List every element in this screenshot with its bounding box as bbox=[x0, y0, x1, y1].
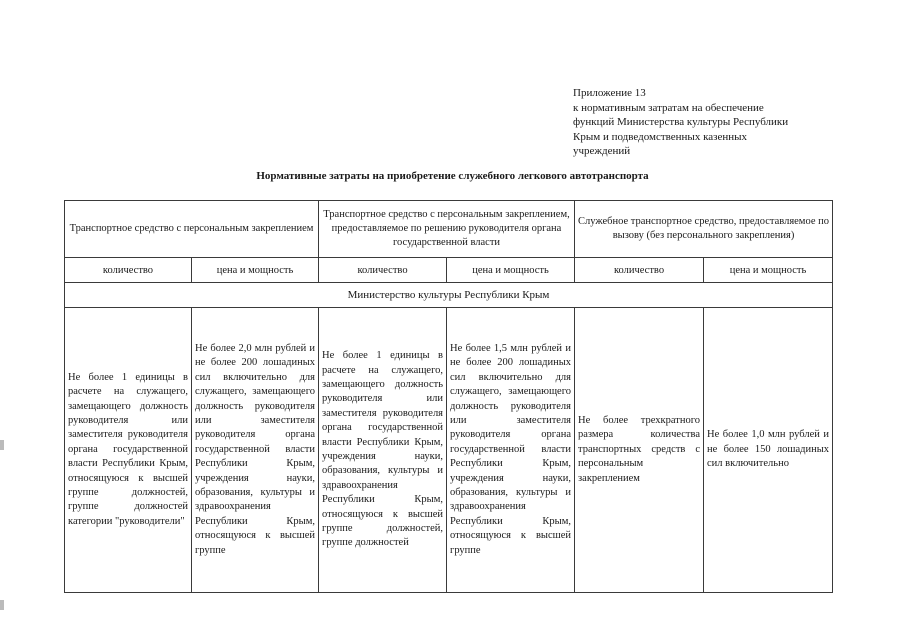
sub-header: количество bbox=[575, 258, 704, 283]
appendix-line: функций Министерства культуры Республики bbox=[573, 116, 789, 128]
table-cell: Не более 1,5 млн рублей и не более 200 лошадиных сил включительно для служащего, замещающего должность руководителя или заместителя руководителя органа государственной власти Республики Крым, учреждения науки, образования, культуры и здравоохранения Республики Крым, относящуюся к высшей группе bbox=[447, 308, 575, 593]
group-header: Транспортное средство с персональным закреплением, предоставляемое по решению руководителя органа государственной власти bbox=[319, 201, 575, 258]
appendix-note bbox=[573, 86, 873, 159]
appendix-line: учреждений bbox=[573, 145, 631, 157]
sub-header: количество bbox=[65, 258, 192, 283]
appendix-line: Крым и подведомственных казенных bbox=[573, 130, 748, 143]
section-row bbox=[65, 283, 833, 308]
table-cell: Не более 1,0 млн рублей и не более 150 лошадиных сил включительно bbox=[704, 308, 833, 593]
table-cell: Не более 1 единицы в расчете на служащего, замещающего должность руководителя или заместителя руководителя органа государственной власти Республики Крым, учреждения науки, образования, культуры и здравоохранения Республики Крым, относящуюся к высшей группе должностей, группе должностей bbox=[319, 308, 447, 593]
scan-binding-mark bbox=[0, 440, 4, 450]
sub-header: цена и мощность bbox=[192, 258, 319, 283]
table-cell: Не более 1 единицы в расчете на служащего, замещающего должность руководителя или заместителя руководителя органа государственной власти Республики Крым, относящуюся к высшей группе должностей, группе должностей категории "руководители" bbox=[65, 308, 192, 593]
document-title: Нормативные затраты на приобретение служебного легкового автотранспорта bbox=[256, 170, 649, 182]
table-row bbox=[65, 308, 833, 593]
group-header: Транспортное средство с персональным закреплением bbox=[65, 201, 319, 258]
group-header: Служебное транспортное средство, предоставляемое по вызову (без персонального закрепления) bbox=[575, 201, 833, 258]
section-title: Министерство культуры Республики Крым bbox=[65, 283, 833, 308]
sub-header: цена и мощность bbox=[704, 258, 833, 283]
table-cell: Не более трехкратного размера количества транспортных средств с персональным закреплением bbox=[575, 308, 704, 593]
sub-header: количество bbox=[319, 258, 447, 283]
appendix-line: к нормативным затратам на обеспечение bbox=[573, 101, 764, 114]
sub-header: цена и мощность bbox=[447, 258, 575, 283]
norms-table bbox=[64, 200, 833, 593]
table-cell: Не более 2,0 млн рублей и не более 200 лошадиных сил включительно для служащего, замещающего должность руководителя или заместителя руководителя органа государственной власти Республики Крым, учреждения науки, образования, культуры и здравоохранения Республики Крым, относящуюся к высшей группе bbox=[192, 308, 319, 593]
sub-header-row bbox=[65, 258, 833, 283]
group-header-row bbox=[65, 201, 833, 258]
appendix-line: Приложение 13 bbox=[573, 87, 646, 99]
scan-binding-mark bbox=[0, 600, 4, 610]
